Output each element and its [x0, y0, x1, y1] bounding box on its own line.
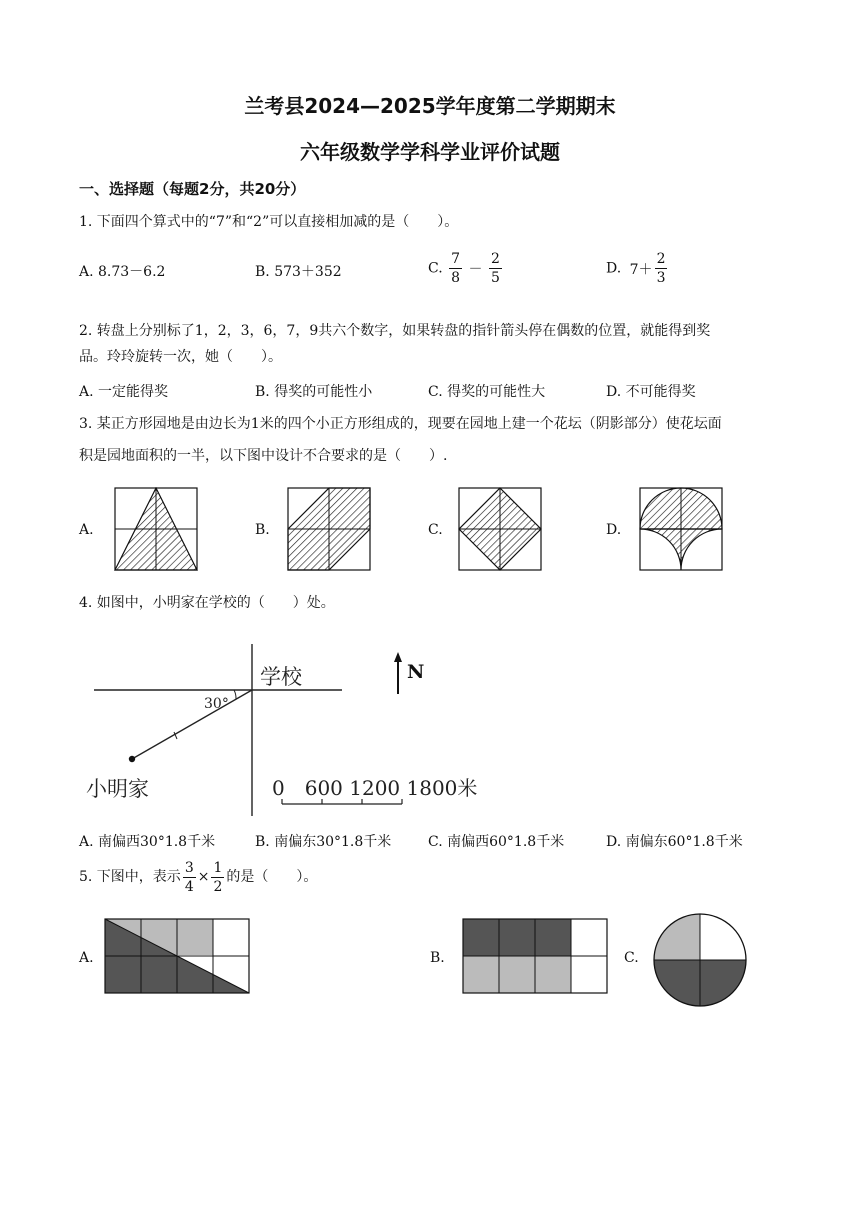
angle-arc [234, 690, 236, 699]
school-label: 学校 [260, 665, 302, 689]
q2-option-b: B. 得奖的可能性小 [255, 384, 373, 400]
q4-option-d: D. 南偏东60°1.8千米 [606, 834, 743, 850]
route-line [132, 690, 252, 759]
q1-option-d [606, 250, 669, 287]
section-heading: 一、选择题（每题2分，共20分） [79, 180, 306, 198]
dark-shade-region [463, 919, 571, 956]
q5-figure-c [652, 912, 748, 1008]
question-3-line2: 积是园地面积的一半，以下图中设计不合要求的是（ ）. [79, 448, 448, 464]
question-4-stem: 4. 如图中，小明家在学校的（ ）处。 [79, 595, 335, 611]
q2-option-a: A. 一定能得奖 [79, 384, 169, 400]
times-sign: × [197, 869, 210, 885]
q1-option-c [428, 250, 504, 287]
q5-option-c: C. [624, 950, 639, 966]
scale-text: 0 600 1200 1800米 [272, 776, 478, 800]
q4-option-c: C. 南偏西60°1.8千米 [428, 834, 565, 850]
q3-figure-d [639, 487, 723, 571]
q5-figure-a [104, 918, 250, 994]
q3-figure-c [458, 487, 542, 571]
q3-option-a: A. [79, 522, 94, 538]
minus-sign: － [468, 261, 483, 278]
q5-figure-b [462, 918, 608, 994]
q2-option-c: C. 得奖的可能性大 [428, 384, 546, 400]
q5-stem-suffix: 的是（ ）。 [226, 869, 318, 885]
q3-figure-b [287, 487, 371, 571]
fraction: $\frac{7}{8}$ [451, 251, 461, 286]
q4-map [80, 638, 500, 818]
fraction: $\frac{3}{4}$ [184, 859, 194, 895]
q3-option-c: C. [428, 522, 443, 538]
fraction: $\frac{2}{5}$ [490, 251, 500, 286]
north-arrowhead-icon [394, 652, 402, 662]
question-5-stem [79, 857, 317, 897]
exam-subtitle: 六年级数学学科学业评价试题 [300, 140, 560, 164]
q1-option-d-label: D. [606, 260, 622, 277]
question-3-line1: 3. 某正方形园地是由边长为1米的四个小正方形组成的，现要在园地上建一个花坛（阴影部分）使花坛面 [79, 416, 722, 432]
light-shade-region [463, 956, 571, 993]
q3-option-d: D. [606, 522, 622, 538]
q5-stem-prefix: 5. 下图中，表示 [79, 869, 181, 885]
q4-option-b: B. 南偏东30°1.8千米 [255, 834, 392, 850]
question-2-line2: 品。玲玲旋转一次，她（ ）。 [79, 349, 282, 365]
home-point [129, 756, 135, 762]
exam-title: 兰考县2024—2025学年度第二学期期末 [244, 94, 616, 118]
q4-option-a: A. 南偏西30°1.8千米 [79, 834, 216, 850]
q1-option-a: A. 8.73－6.2 [79, 264, 166, 280]
q1-option-b: B. 573＋352 [255, 264, 342, 280]
q5-option-b: B. [430, 950, 445, 966]
fraction: $\frac{2}{3}$ [656, 251, 666, 286]
fraction: $\frac{1}{2}$ [213, 859, 223, 895]
north-label: N [407, 661, 425, 683]
question-1-stem: 1. 下面四个算式中的“7”和“2”可以直接相加减的是（ ）。 [79, 214, 459, 230]
home-label: 小明家 [86, 777, 149, 801]
q2-option-d: D. 不可能得奖 [606, 384, 696, 400]
angle-label: 30° [204, 696, 229, 712]
q1-option-c-label: C. [428, 260, 443, 277]
q5-option-a: A. [79, 950, 94, 966]
question-2-line1: 2. 转盘上分别标了1，2，3，6，7，9共六个数字，如果转盘的指针箭头停在偶数的位置，就能得到奖 [79, 323, 711, 339]
mixed-integer: 7＋ [629, 261, 653, 278]
q3-figure-a [114, 487, 198, 571]
q3-option-b: B. [255, 522, 270, 538]
